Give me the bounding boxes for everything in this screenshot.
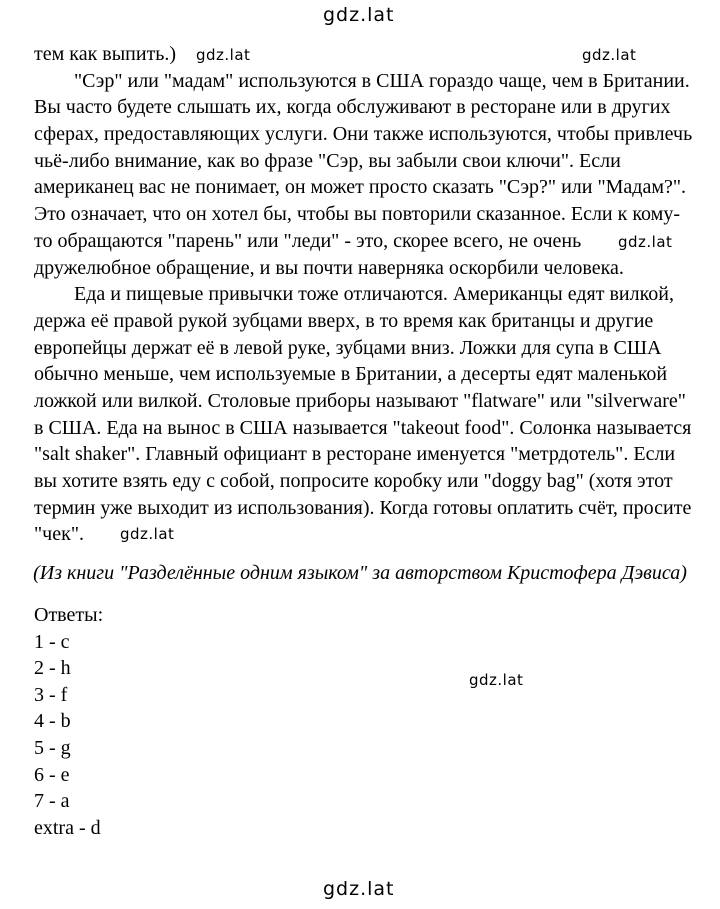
- watermark-inline: gdz.lat: [120, 525, 175, 543]
- source-caption: (Из книги "Разделённые одним языком" за авторством Кристофера Дэвиса): [33, 562, 687, 584]
- paragraph-line: вы хотите взять еду с собой, попросите коробку или "doggy bag" (хотя этот: [34, 470, 673, 492]
- paragraph-line: то обращаются "парень" или "леди" - это, скорее всего, не очень: [34, 229, 582, 252]
- paragraph-line: европейцы держат её в левой руке, зубцами вниз. Ложки для супа в США: [34, 336, 662, 359]
- answers-list: [34, 602, 103, 841]
- answer-item: extra - d: [34, 816, 101, 839]
- paragraph-line: чьё-либо внимание, как во фразе "Сэр, вы забыли свои ключи". Если: [34, 149, 621, 172]
- paragraph-line: термин уже выходит из использования). Когда готовы оплатить счёт, просите: [34, 496, 692, 519]
- paragraph-line: обычно меньше, чем используемые в Британии, а десерты едят маленькой: [34, 363, 668, 386]
- answer-item: 5 - g: [34, 736, 71, 759]
- paragraph-line: ложкой или вилкой. Столовые приборы называют "flatware" или "silverware": [34, 389, 686, 412]
- paragraph-line: сферах, предоставляющих услуги. Они также используются, чтобы привлечь: [34, 123, 693, 146]
- paragraph-line: Это означает, что он хотел бы, чтобы вы повторили сказанное. Если к кому-: [34, 203, 680, 226]
- paragraph-line: американец вас не понимает, он может просто сказать "Сэр?" или "Мадам?".: [34, 176, 687, 199]
- paragraph-line: "Сэр" или "мадам" используются в США гораздо чаще, чем в Британии.: [74, 69, 690, 92]
- answer-item: 7 - a: [34, 790, 70, 813]
- answer-item: 2 - h: [34, 657, 71, 680]
- watermark-inline: gdz.lat: [196, 46, 251, 64]
- paragraph-line: "чек".: [34, 523, 84, 546]
- paragraph-line: Вы часто будете слышать их, когда обслуживают в ресторане или в других: [34, 96, 671, 119]
- answer-item: 3 - f: [34, 683, 68, 706]
- watermark-inline: gdz.lat: [618, 233, 673, 251]
- paragraph-line: дружелюбное обращение, и вы почти наверняка оскорбили человека.: [34, 256, 624, 279]
- paragraph-line: в США. Еда на вынос в США называется "takeout food". Солонка называется: [34, 416, 692, 439]
- watermark-inline: gdz.lat: [582, 46, 637, 64]
- watermark-inline: gdz.lat: [469, 671, 524, 689]
- answers-heading: Ответы:: [34, 604, 104, 626]
- paragraph-line: "salt shaker". Главный официант в ресторане именуется "метрдотель". Если: [34, 443, 676, 466]
- watermark-top: gdz.lat: [323, 4, 395, 26]
- answer-item: 1 - c: [34, 630, 70, 653]
- paragraph-line: Еда и пищевые привычки тоже отличаются. Американцы едят вилкой,: [74, 283, 674, 306]
- watermark-bottom: gdz.lat: [323, 878, 395, 900]
- paragraph-line: держа её правой рукой зубцами вверх, в то время как британцы и другие: [34, 309, 654, 332]
- answer-item: 6 - e: [34, 763, 70, 786]
- article-body: [34, 41, 714, 548]
- paragraph-line: тем как выпить.): [34, 43, 177, 65]
- answer-item: 4 - b: [34, 710, 71, 733]
